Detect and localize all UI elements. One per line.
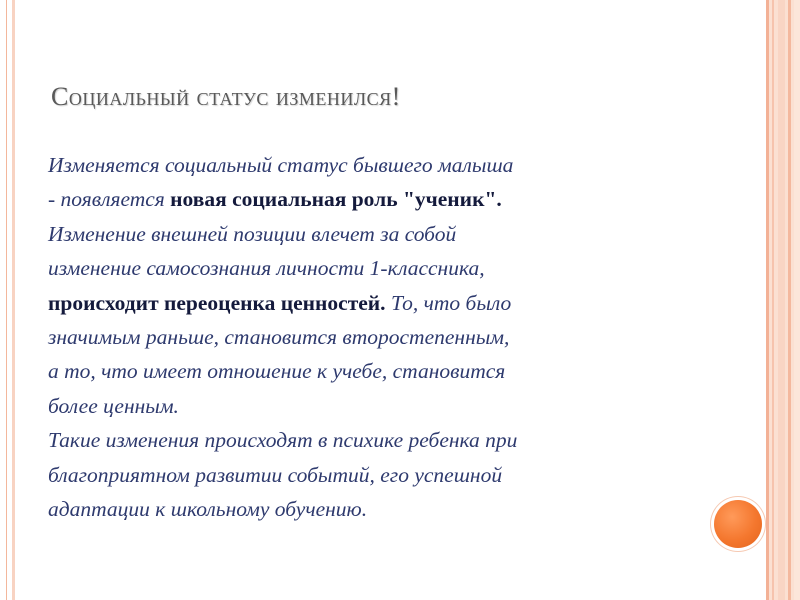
body-text-segment: То, что было — [385, 290, 512, 315]
right-decorative-stripe — [766, 0, 769, 600]
slide-title: Социальный статус изменился! — [51, 82, 401, 111]
body-line — [48, 286, 708, 320]
body-line: Изменяется социальный статус бывшего малыша — [48, 153, 514, 177]
body-line: Такие изменения происходят в психике ребенка при — [48, 428, 518, 453]
body-line: а то, что имеет отношение к учебе, становится — [48, 359, 506, 384]
body-line: адаптации к школьному обучению. — [48, 497, 368, 522]
body-text-segment: - появляется — [48, 187, 171, 212]
right-decorative-stripe — [788, 0, 791, 600]
body-line: изменение самосознания личности 1-классника, — [48, 256, 485, 281]
body-bold-segment: новая социальная роль "ученик". — [170, 187, 502, 212]
right-decorative-stripe — [794, 0, 800, 600]
body-line — [48, 182, 708, 216]
body-line: Изменение внешней позиции влечет за собой — [48, 221, 457, 246]
right-decorative-stripe — [772, 0, 774, 600]
body-bold-segment: происходит переоценка ценностей. — [48, 290, 386, 315]
left-border-line — [12, 0, 15, 600]
right-decorative-stripe — [778, 0, 785, 600]
body-line: более ценным. — [48, 393, 179, 418]
body-line: благоприятном развитии событий, его успешной — [48, 462, 503, 487]
left-border-line — [6, 0, 7, 600]
slide-body — [48, 148, 708, 526]
decorative-circle-icon — [714, 500, 762, 548]
body-line: значимым раньше, становится второстепенным, — [48, 325, 510, 350]
